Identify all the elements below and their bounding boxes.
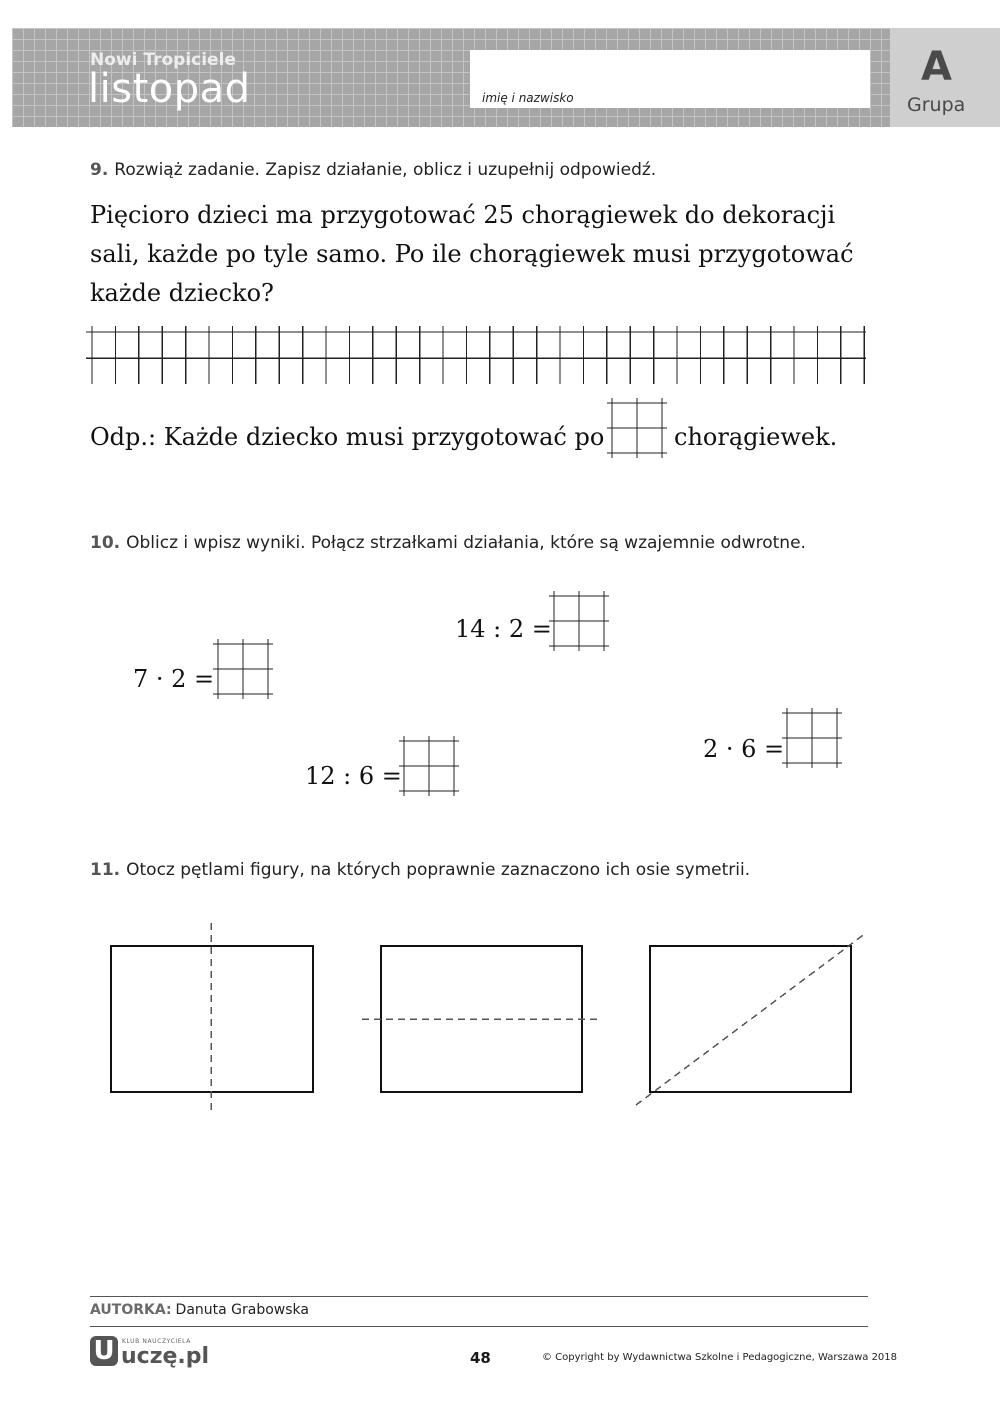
task-9-problem [90, 196, 890, 313]
month-title: listopad [88, 66, 251, 112]
answer-end-text: chorągiewek. [674, 423, 838, 451]
answer-box[interactable] [606, 397, 668, 459]
task-10-instruction [90, 533, 806, 553]
answer-text: Odp.: Każde dziecko musi przygotować po [90, 423, 605, 451]
author-label: AUTORKA: [90, 1302, 172, 1318]
task-9-instruction [90, 160, 656, 180]
logo-text: uczę.pl [121, 1344, 210, 1369]
problem-line: Pięcioro dzieci ma przygotować 25 chorągiewek do dekoracji [90, 201, 836, 229]
task-10-number: 10. [90, 533, 121, 553]
author-line [90, 1302, 309, 1318]
page-number: 48 [470, 1349, 491, 1367]
copyright-text: © Copyright by Wydawnictwa Szkolne i Pedagogiczne, Warszawa 2018 [542, 1352, 898, 1363]
task-10-instruction-text: Oblicz i wpisz wyniki. Połącz strzałkami działania, które są wzajemnie odwrotne. [126, 533, 806, 553]
task-9-instruction-text: Rozwiąż zadanie. Zapisz działanie, oblicz i uzupełnij odpowiedź. [114, 160, 657, 180]
equation-2-times-6: 2 · 6 = [703, 735, 785, 763]
name-field-label: imię i nazwisko [482, 91, 574, 105]
result-box-3[interactable] [398, 735, 460, 797]
equation-7-times-2: 7 · 2 = [133, 665, 215, 693]
equation-14-div-2: 14 : 2 = [455, 615, 552, 643]
group-label: Grupa [907, 94, 966, 116]
figure-horizontal-axis[interactable] [362, 946, 602, 1092]
symmetry-figures [0, 915, 1000, 1115]
result-box-2[interactable] [212, 638, 274, 700]
task-11-instruction-text: Otocz pętlami figury, na których poprawnie zaznaczono ich osie symetrii. [126, 860, 751, 880]
series-title: Nowi Tropiciele [90, 50, 236, 70]
task-9-number: 9. [90, 160, 109, 180]
calculation-grid[interactable] [84, 322, 866, 384]
logo-icon: U [90, 1336, 118, 1366]
problem-line: sali, każde po tyle samo. Po ile chorągiewek musi przygotować [90, 240, 854, 268]
problem-line: każde dziecko? [90, 279, 274, 307]
task-11-instruction [90, 860, 750, 880]
figure-vertical-axis[interactable] [111, 923, 313, 1115]
equation-12-div-6: 12 : 6 = [305, 762, 402, 790]
task-11-number: 11. [90, 860, 121, 880]
result-box-4[interactable] [781, 707, 843, 769]
footer-divider [90, 1296, 868, 1297]
footer-divider [90, 1326, 868, 1327]
author-name: Danuta Grabowska [175, 1302, 309, 1318]
result-box-1[interactable] [548, 590, 610, 652]
group-letter: A [921, 44, 952, 90]
figure-diagonal-axis[interactable] [636, 933, 866, 1105]
logo-club-text: KLUB NAUCZYCIELA [122, 1338, 191, 1345]
